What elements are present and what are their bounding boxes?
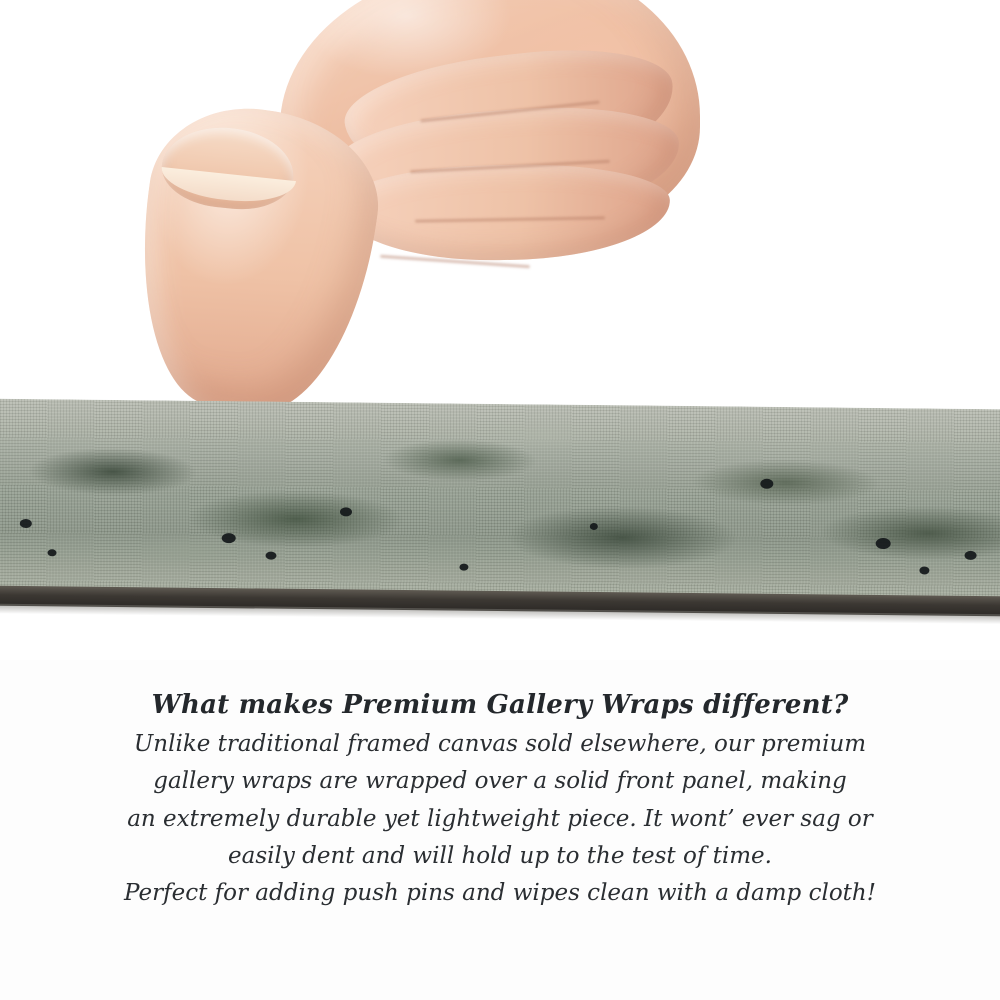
caption-heading: What makes Premium Gallery Wraps different? (151, 690, 849, 720)
hand-illustration (130, 0, 690, 430)
canvas-speck (340, 507, 352, 516)
caption-line-5: Perfect for adding push pins and wipes clean with a damp cloth! (124, 880, 876, 906)
caption-line-1: Unlike traditional framed canvas sold elsewhere, our premium (133, 731, 867, 757)
canvas-speck (876, 538, 891, 549)
canvas-speck (965, 551, 977, 560)
canvas-speck (20, 519, 32, 528)
canvas-speck (590, 523, 598, 530)
finger-lower (339, 162, 671, 263)
caption-line-3: an extremely durable yet lightweight piece. It wont’ ever sag or (127, 805, 873, 832)
gallery-wrap-canvas-panel (0, 399, 1000, 625)
canvas-speck (48, 549, 57, 556)
canvas-print-surface (0, 399, 1000, 599)
canvas-speck (919, 566, 929, 574)
caption-block (0, 690, 1000, 912)
canvas-speck (222, 533, 236, 543)
canvas-speck (265, 552, 276, 560)
canvas-speck (760, 479, 773, 489)
caption-line-4: easily dent and will hold up to the test of time. (228, 842, 772, 869)
canvas-speck (459, 564, 468, 571)
caption-line-2: gallery wraps are wrapped over a solid front panel, making (153, 768, 847, 795)
